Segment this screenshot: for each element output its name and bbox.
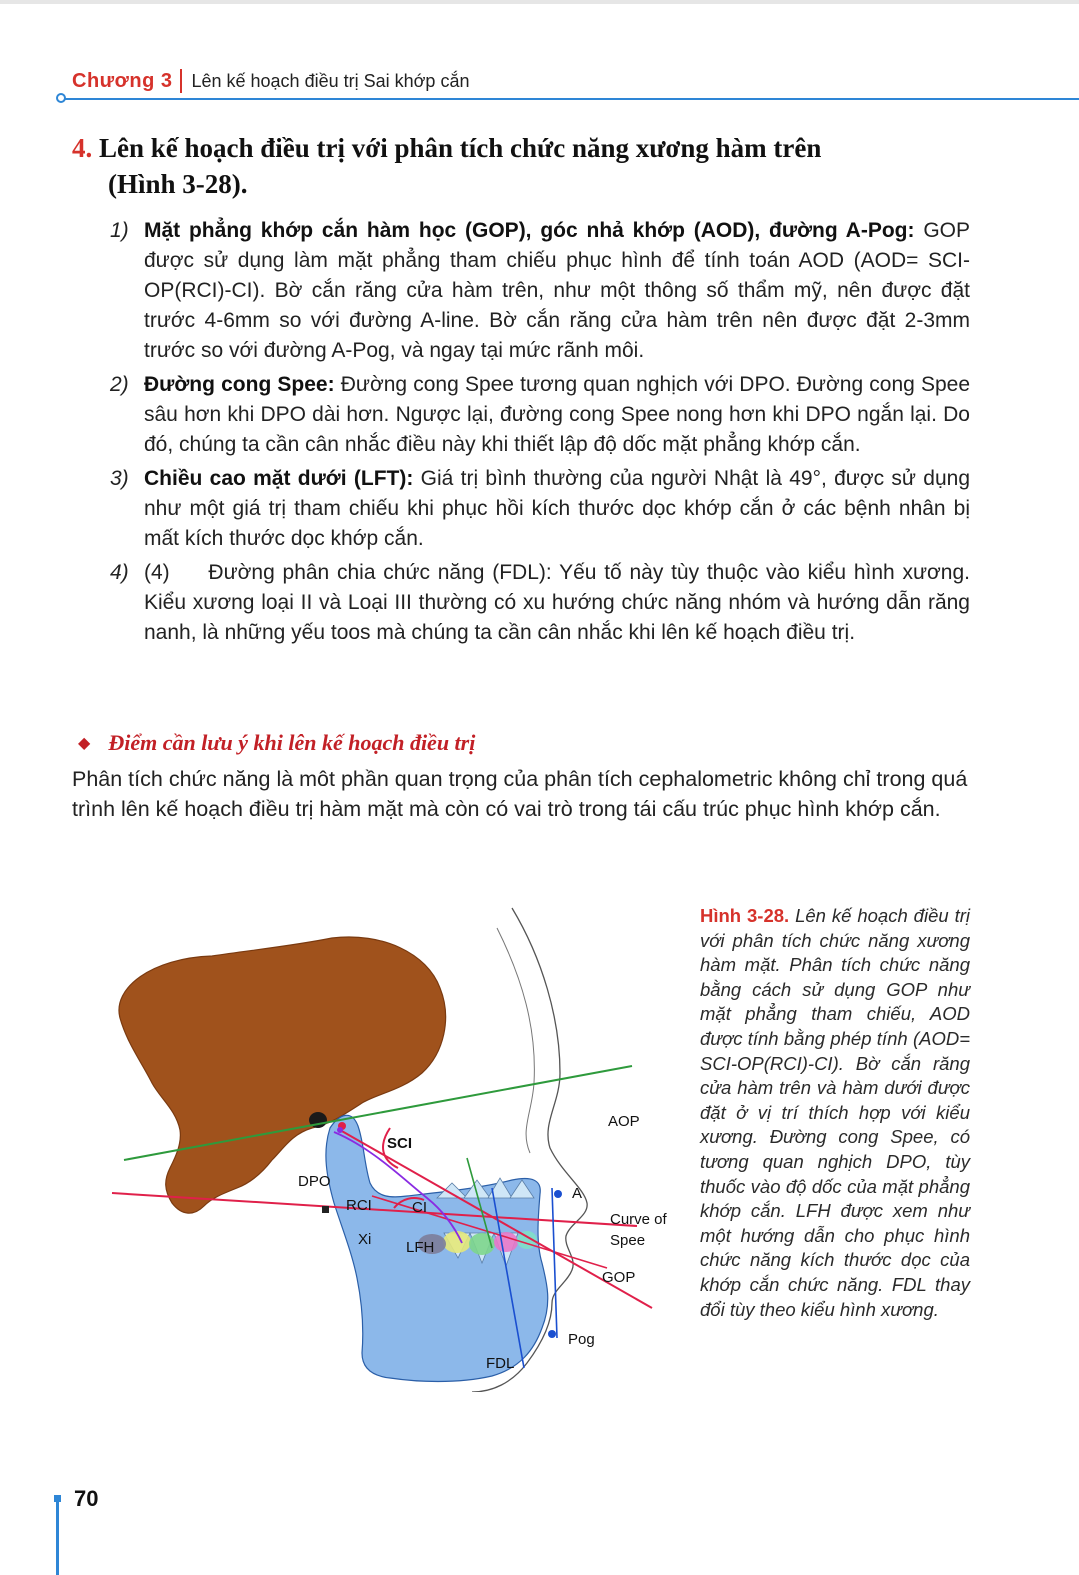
label-dpo: DPO [298,1173,331,1190]
cephalometric-figure [72,898,688,1392]
list-item [108,464,970,554]
top-edge [0,0,1079,4]
note-title: Điểm cần lưu ý khi lên kế hoạch điều trị [108,730,476,755]
section-heading [72,130,992,202]
label-fdl: FDL [486,1355,515,1372]
list-item-number: 4) [110,561,129,584]
label-sci: SCI [387,1135,413,1152]
label-rci: RCI [346,1197,372,1214]
list-item-number: 3) [110,467,129,490]
chapter-subtitle: Lên kế hoạch điều trị Sai khớp cắn [191,70,470,91]
list-item [108,216,970,366]
diamond-bullet-icon: ◆ [78,735,91,752]
label-ci: CI [412,1199,427,1216]
figure-caption [700,904,970,1322]
list-item-text: GOP được sử dụng làm mặt phẳng tham chiếu phục hình để tính toán AOD (AOD= SCI-OP(RCI)-CI). Bờ cắn răng cửa hàm trên, như một thông số thẩm mỹ, nên được đặt trước 4-6mm so với đường A-line. Bờ cắn răng cửa hàm trên nên được đặt 2-3mm trước so với đường A-Pog, và ngay tại mức rãnh môi. [144,219,971,362]
list-item-text: Đường cong Spee tương quan nghịch với DPO. Đường cong Spee sâu hơn khi DPO dài hơn. Ngược lại, đường cong Spee nong hơn khi DPO ngắn lại. Do đó, chúng ta cần cân nhắc điều này khi thiết lập độ dốc mặt phẳng khớp cắn. [144,373,970,456]
header-rule [64,98,1079,100]
list-item-term: Chiều cao mặt dưới (LFT): [144,467,414,490]
chapter-label: Chương 3 [72,69,173,92]
running-header [72,66,469,96]
label-a: A [572,1185,583,1202]
note-body: Phân tích chức năng là môt phần quan trọng của phân tích cephalometric không chỉ trong quá trình lên kế hoạch điều trị hàm mặt mà còn có vai trò trong tái cấu trúc phục hình khớp cắn. [72,767,968,821]
list-item-text: Giá trị bình thường của người Nhật là 49°, được sử dụng như một giá trị tham chiếu khi phục hồi kích thước dọc khớp cắn ở các bệnh nhân bị mất kích thước dọc khớp cắn. [144,467,970,550]
xi-marker [322,1206,329,1213]
label-aop: AOP [608,1113,640,1130]
label-gop: GOP [602,1269,636,1286]
blue-a-pog-line [552,1188,557,1338]
list-item-term: Mặt phẳng khớp cắn hàm học (GOP), góc nhả khớp (AOD), đường A-Pog: [144,219,915,242]
page-number-rule [56,1500,59,1575]
header-divider [180,69,182,93]
section-title: Lên kế hoạch điều trị với phân tích chức năng xương hàm trên [99,133,822,163]
list-item-text: (4) Đường phân chia chức năng (FDL): Yếu tố này tùy thuộc vào kiểu hình xương. Kiểu xương loại II và Loại III thường có xu hướng chức năng nhóm và hướng dẫn răng nanh, là những yếu toos mà chúng ta cần cân nhắc khi lên kế hoạch điều trị. [144,561,976,644]
list-item-number: 1) [110,219,129,242]
label-spee: Spee [610,1232,646,1249]
list-item [108,558,976,648]
list-item-term: Đường cong Spee: [144,373,335,396]
point-a-marker [554,1190,562,1198]
label-xi: Xi [358,1231,372,1248]
point-marker [337,1127,343,1133]
caption-text: Lên kế hoạch điều trị với phân tích chức năng xương hàm mặt. Phân tích chức năng bằng cách sử dụng GOP như mặt phẳng tham chiếu, AOD được tính bằng phép tính (AOD= SCI-OP(RCI)-CI). Bờ cắn răng cửa hàm trên và hàm dưới được đặt ở vị trí thích hợp với kiểu xương. Đường cong Spee, có tương quan nghịch DPO, tùy thuốc vào độ dốc của mặt phẳng khớp cắn. LFH được xem như một hướng dẫn cho phục hình chức năng kích thước dọc của khớp cắn chức năng. FDL thay đổi tùy theo kiểu hình xương. [700,905,970,1320]
list-item-number: 2) [110,373,129,396]
section-number: 4. [72,133,93,163]
header-rule-dot [56,93,66,103]
point-pog-marker [548,1330,556,1338]
label-lfh: LFH [406,1239,435,1256]
list-item [108,370,970,460]
numbered-list [108,216,976,652]
label-curve-of: Curve of [610,1211,667,1228]
soft-tissue-inner [497,928,534,1153]
caption-label: Hình 3-28. [700,905,790,926]
section-ref: (Hình 3-28). [108,169,248,199]
note-heading [78,730,475,756]
page-number: 70 [74,1486,99,1511]
label-pog: Pog [568,1331,595,1348]
